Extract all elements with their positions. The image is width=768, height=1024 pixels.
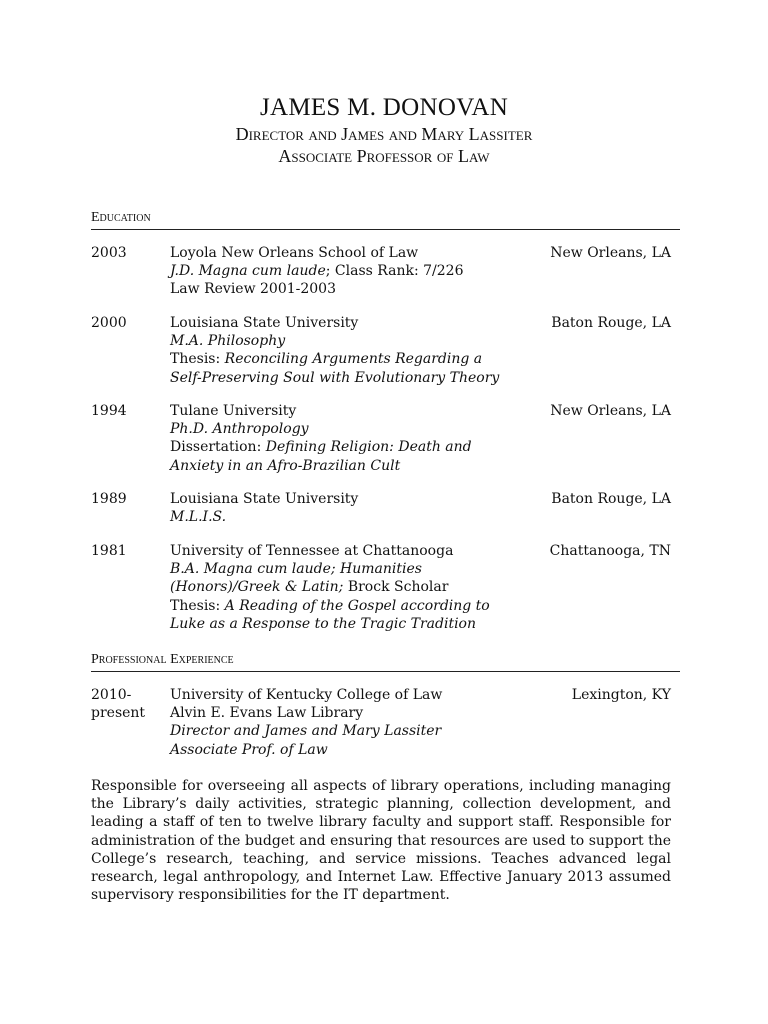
entry-year: 1989 [91,491,127,507]
dissertation-line [170,438,530,456]
school-name: Loyola New Orleans School of Law [170,245,419,261]
year-end: present [91,705,146,722]
entry-body [170,490,530,526]
resume-header [0,93,768,167]
entry-body [170,314,530,387]
experience-heading: Professional Experience [91,652,680,672]
school-name: University of Tennessee at Chattanooga [170,543,454,559]
entry-location: New Orleans, LA [550,403,671,419]
entry-location: Baton Rouge, LA [551,315,671,331]
entry-year: 1981 [91,543,127,559]
dissertation-title: Defining Religion: Death and [265,439,472,456]
role-title: Director and James and Mary Lassiter [170,723,442,740]
class-rank: ; Class Rank: 7/226 [325,263,464,280]
thesis-title: A Reading of the Gospel according to [224,597,490,614]
school-name: Tulane University [170,403,297,419]
entry-location: New Orleans, LA [550,245,671,261]
degree-line [170,262,530,280]
degree-line: M.A. Philosophy [170,333,286,350]
entry-year: 2000 [91,315,127,331]
entry-location: Baton Rouge, LA [551,491,671,507]
job-description: Responsible for overseeing all aspects of library operations, including managing the Library’s daily activities, strategic planning, collection development, and leading a staff of ten to twelve library faculty and support staff. Responsible for administration of the budget and ensuring that resources are used to support the College’s research, teaching, and service missions. Teaches advanced legal research, legal anthropology, and Internet Law. Effective January 2013 assumed supervisory responsibilities for the IT department. [91,778,671,904]
degree-line: B.A. Magna cum laude; Humanities [170,561,422,578]
person-name: JAMES M. DONOVAN [259,94,509,121]
organization-name: University of Kentucky College of Law [170,687,443,703]
school-name: Louisiana State University [170,491,359,507]
role-title-cont: Associate Prof. of Law [170,741,328,758]
degree-line: Ph.D. Anthropology [170,421,309,438]
thesis-line [170,350,530,368]
entry-year: 2003 [91,245,127,261]
entry-body [170,244,530,299]
degree-honors: J.D. Magna cum laude [170,263,326,280]
title-line-2: Associate Professor of Law [278,146,490,166]
thesis-title-cont: Self-Preserving Soul with Evolutionary Theory [170,369,500,386]
thesis-title: Reconciling Arguments Regarding a [224,351,483,368]
degree-line: M.L.I.S. [170,509,227,526]
entry-body [170,402,530,475]
dissertation-title-cont: Anxiety in an Afro-Brazilian Cult [170,457,401,474]
thesis-label: Thesis: [170,351,225,368]
thesis-line [170,597,530,615]
degree-line-cont [170,578,530,596]
entry-body [170,542,530,633]
entry-body [170,686,530,759]
education-heading: Education [91,210,680,230]
extra-line: Law Review 2001-2003 [170,281,336,298]
degree-majors: (Honors)/Greek & Latin; [170,579,344,596]
entry-year: 1994 [91,403,127,419]
thesis-label: Thesis: [170,597,225,614]
dissertation-label: Dissertation: [170,439,266,456]
entry-location: Lexington, KY [571,687,671,703]
thesis-title-cont: Luke as a Response to the Tragic Tradition [170,615,477,632]
entry-location: Chattanooga, TN [549,543,671,559]
scholarship: Brock Scholar [343,579,449,596]
title-line-1: Director and James and Mary Lassiter [235,124,533,144]
entry-year [91,686,166,722]
school-name: Louisiana State University [170,315,359,331]
unit-name: Alvin E. Evans Law Library [170,705,364,722]
year-start: 2010- [91,687,132,703]
